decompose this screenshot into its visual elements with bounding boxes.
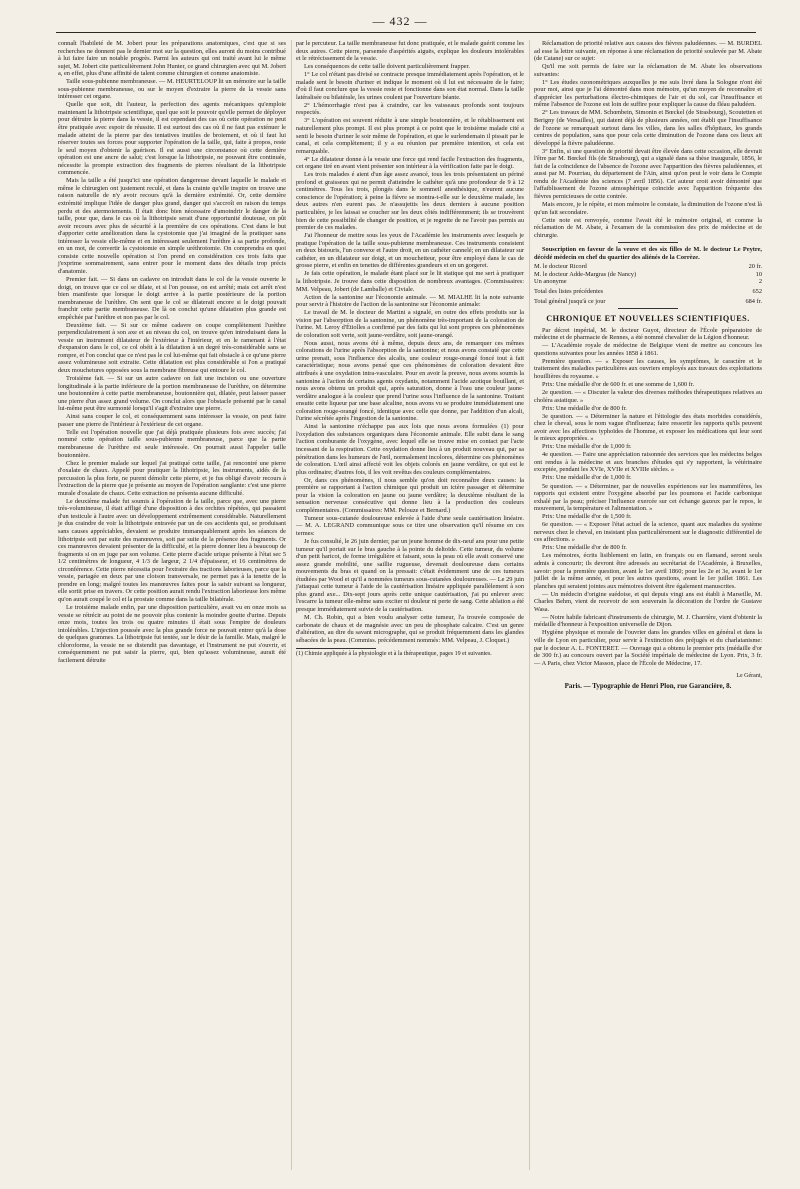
paragraph: Prix: Une médaille d'or de 1,000 fr. bbox=[542, 474, 632, 482]
paragraph: Tumeur sous-cutanée douloureuse enlevée à l'aide d'une seule cautérisation linéaire. — M. A. LEGRAND communique sous ce titre une observation qu'il résume en ces termes: bbox=[296, 514, 524, 537]
paragraph: Troisième fait. — Si sur un autre cadavre on fait une incision ou une ouverture longitudinale à la partie inférieure de la portion membraneuse de l'urèthre, on détermine une boutonnière à cette partie membraneuse, boutonnière qui, dilatée, peut laisser passer une pierre d'un assez grand volume. On conclut alors que l'obstacle présenté par le canal lui-même peut être surmonté lorsqu'il s'agit d'extraire une pierre. bbox=[58, 375, 286, 413]
paragraph: — Un médecin d'origine suédoise, et qui depuis vingt ans est établi à Marseille, M. Charles Behm, vient de recevoir de son souverain la décoration de l'ordre de Gustave Wasa. bbox=[534, 590, 762, 613]
paragraph: Le travail de M. le docteur de Martini a signalé, en outre des effets produits sur la vision par l'absorption de la santonine, un phénomène très-important de la coloration de l'urine. M. Leroy d'Étiolles a confirmé par des faits qui lui sont propres ces phénomènes de coloration soit verte, soit jaune-verdâtre, soit jaune-orangé. bbox=[296, 309, 524, 339]
subscription-previous-total bbox=[534, 288, 762, 296]
paragraph: Or, dans ces phénomènes, il nous semble qu'on doit reconnaître deux causes: la première se rapportant à l'action chimique qui produit un ictère passager et détermine pour la vision la coloration en jaune ou jaune verdâtre; la deuxième résultant de la sensation nerveuse consécutive qui donne lieu à la production des couleurs complémentaires. (Commissaires: MM. Pelouze et Bernard.) bbox=[296, 476, 524, 514]
paragraph: Prix: Une médaille d'or de 800 fr. bbox=[542, 544, 627, 552]
total-label: Total général jusqu'à ce jour bbox=[534, 297, 606, 305]
paragraph: Je fus consulté, le 26 juin dernier, par un jeune homme de dix-neuf ans pour une petite tumeur qu'il portait sur le bras gauche à la pointe du deltoïde. Cette tumeur, du volume d'un petit haricot, de forme irrégulière et faisant, sous la peau où elle avait conservé une assez grande mobilité, une saillie rugueuse, devenait douloureuse dans certains mouvements du bras et quand on la pressait: c'était évidemment une de ces tumeurs étudiées par Wood et qu'il a nommées tumeurs sous-cutanées douloureuses. — Le 29 juin j'attaquai cette tumeur à l'aide de la cautérisation linéaire appliquée parallèlement à son plus grand axe... Dix-sept jours après cette unique cautérisation, j'ai pu enlever avec l'escarre la tumeur elle-même sans exciter ni douleur ni perte de sang. Cette ablation a été presque immédiatement suivie de la cautérisation. bbox=[296, 538, 524, 613]
paragraph: 3e question. — « Déterminer la nature et l'étiologie des états morbides considérés, chez le cheval, sous le nom vague d'influenza; faire ressortir les rapports qu'ils peuvent avoir avec les affections typhoïdes de l'homme, et exposer les médications qui leur sont le mieux appropriées. » bbox=[534, 412, 762, 443]
footnote-rule bbox=[296, 648, 376, 649]
paragraph: Telle est l'opération nouvelle que j'ai déjà pratiquée plusieurs fois avec succès; j'ai nommé cette opération taille sous-pubienne membraneuse, parce que la partie membraneuse de l'urèthre est seule intéressée. On pourrait aussi l'appeler taille boutonnière. bbox=[58, 428, 286, 459]
paragraph: — L'Académie royale de médecine de Belgique vient de mettre au concours les questions suivantes pour les années 1858 à 1861. bbox=[534, 342, 762, 357]
printer-imprint: Paris. — Typographie de Henri Plon, rue Garancière, 8. bbox=[564, 681, 732, 690]
paragraph: Prix: Une médaille d'or de 600 fr. et une somme de 1,600 fr. bbox=[542, 380, 695, 388]
paragraph: 1° Les études ozonométriques auxquelles je me suis livré dans la Sologne n'ont été pour moi, ainsi que je l'ai démontré dans mon mémoire, qu'un moyen de reconnaître et d'apprécier les perturbations électro-chimiques de l'air et du sol, car l'insuffisance et même l'absence de l'ozone est loin de suffire pour expliquer la cause du fléau paludéen. bbox=[534, 78, 762, 109]
subscription-amount: 10 bbox=[755, 270, 762, 278]
subscription-amount: 2 bbox=[758, 278, 762, 286]
paragraph: Les mémoires, écrits lisiblement en latin, en français ou en flamand, seront seuls admis à concourir; ils devront être adressés au secrétariat de l'Académie, à Bruxelles, savoir: pour la première question, avant le 1er avril 1860; pour les 2e et 3e, avant le 1er juillet de la même année, et pour les autres questions, avant le 1er juillet 1861. Les planches qui seraient jointes aux mémoires doivent être également manuscrites. bbox=[534, 552, 762, 590]
paragraph: Deuxième fait. — Si sur ce même cadavre on coupe complètement l'urèthre perpendiculairement à son axe et au niveau du col, on trouve qu'en introduisant dans la vessie un instrument dilatateur de l'extérieur à l'intérieur, et en le ramenant à l'état d'expansion dans le col, ce col obéit à la dilatation à un degré très-considérable sans se rompre, et l'on conclut que ce n'est pas le col lui-même qui fait obstacle à ce qu'une pierre assez volumineuse soit extraite. Cette dilatation est plus considérable si l'on a pratiqué deux mouchetures opposées sous la membrane fibreuse qui entoure le col. bbox=[58, 321, 286, 375]
subscription-grand-total bbox=[534, 298, 762, 306]
subscriber-name: M. le docteur Adde-Margras (de Nancy) bbox=[534, 270, 637, 278]
paragraph: 4e question. — Faire une appréciation raisonnée des services que les médecins belges ont rendus à la médecine et aux branches d'études qui s'y rapportent, la vétérinaire exceptée, pendant les XVIe, XVIIe et XVIIIe siècles. » bbox=[534, 451, 762, 474]
paragraph: 2° Les travaux de MM. Schœnbein, Simonin et Bœckel (de Strasbourg), Scoutetten et Berigny (de Versailles), qui datent déjà de plusieurs années, ont établi que l'insuffisance de l'ozone se remarquait surtout dans les villes, dans les salles d'hôpitaux, les grands centres de population, sans que pour cela cette diminution de l'ozone dans ces lieux ait développé la fièvre paludéenne. bbox=[534, 109, 762, 147]
paragraph: Hygiène physique et morale de l'ouvrier dans les grandes villes en général et dans la ville de Lyon en particulier, pour servir à l'extinction des préjugés et du charlatanisme: par le docteur A. L. FONTERET. — Ouvrage qui a obtenu le premier prix (médaille d'or de 300 fr.) au concours ouvert par la Société impériale de médecine de Lyon. Prix, 3 fr. — A Paris, chez Victor Masson, place de l'École de Médecine, 17. bbox=[534, 629, 762, 667]
subscriber-name: Un anonyme bbox=[534, 278, 567, 286]
subscription-list bbox=[534, 263, 762, 286]
paragraph: 3° Enfin, si une question de priorité devait être élevée dans cette occasion, elle devrait l'être par M. Bœckel fils (de Strasbourg), qui a signalé dans sa thèse inaugurale, 1856, le fait de la coïncidence de l'absence de l'ozone avec l'apparition des fièvres paludéennes, et aussi par M. Pourriau, du département de l'Ain, ainsi qu'on peut le voir dans le Compte rendu de l'Académie des sciences (7 avril 1856). Cet auteur croit avoir démontré que l'affaiblissement de l'ozone atmosphérique coïncide avec l'apparition fréquente des fièvres pernicieuses de cette contrée. bbox=[534, 147, 762, 200]
paragraph: M. Ch. Robin, qui a bien voulu analyser cette tumeur, l'a trouvée composée de carbonate de chaux et de magnésie avec un peu de phosphate calcaire. C'est un genre d'altération, au dire du savant micrographe, qui se produit fréquemment dans les glandes sébacées de la peau. (Commiss. précédemment nommés: MM. Velpeau, J. Cloquet.) bbox=[296, 614, 524, 644]
column-right bbox=[534, 40, 762, 690]
paragraph: Première question. — « Exposer les causes, les symptômes, le caractère et le traitement des maladies particulières aux ouvriers employés aux travaux des exploitations houillières du royaume. » bbox=[534, 357, 762, 380]
paragraph: Qu'il me soit permis de faire sur la réclamation de M. Abate les observations suivantes: bbox=[534, 63, 762, 78]
paragraph: 3° L'opération est souvent réduite à une simple boutonnière, et le rétablissement est naturellement plus prompt. Il est plus prompt à ce point que le troisième malade cité a senti le besoin d'uriner le soir même de l'opération, et que le surlendemain il pissait par le canal, et cela complètement; il y a eu réunion par première intention, et cela est remarquable. bbox=[296, 117, 524, 155]
paragraph: Ainsi sans couper le col, et conséquemment sans intéresser la vessie, on peut faire passer une pierre de l'intérieur à l'extérieur de cet organe. bbox=[58, 413, 286, 428]
paragraph: Prix: Une médaille d'or de 1,500 fr. bbox=[542, 513, 632, 521]
total-amount: 652 bbox=[752, 287, 762, 295]
paragraph: 5e question. — « Déterminer, par de nouvelles expériences sur les mammifères, les rapports qui existent entre l'oxygène absorbé par les poumons et l'acide carbonique exhalé par la peau; préciser l'influence exercée sur cet échange gazeux par le repos, le mouvement, la température et l'alimentation. » bbox=[534, 482, 762, 513]
paragraph: 1° Le col n'étant pas divisé se contracte presque immédiatement après l'opération, et le malade sent le besoin d'uriner et indique le moment où il lui est nécessaire de le faire; d'où il faut conclure que la vessie reste et fonctionne dans son état normal. Dans la taille latéralisée ou bilatérale, les urines coulent par l'ouverture béante. bbox=[296, 71, 524, 101]
paragraph: 6e question. — « Exposer l'état actuel de la science, quant aux maladies du système nerveux chez le cheval, en insistant plus particulièrement sur le diagnostic différentiel de ces affections. » bbox=[534, 521, 762, 544]
footnote: (1) Chimie appliquée à la physiologie et à la thérapeutique, pages 19 et suivantes. bbox=[296, 651, 492, 658]
paragraph: J'ai l'honneur de mettre sous les yeux de l'Académie les instruments avec lesquels je pratique l'opération de la taille sous-pubienne membraneuse. Ces instruments consistent en deux bistouris, l'un convexe et l'autre droit, en un cathéter cannelé; en un dilatateur sur cathéter, en un dilatateur sur doigt, et un mouchetteur, pour être employé dans le cas de grosse pierre, et enfin en tenettes de différentes grandeurs et en un gorgeret. bbox=[296, 232, 524, 270]
paragraph: Prix: Une médaille d'or de 800 fr. bbox=[542, 404, 627, 412]
subscription-heading: Souscription en faveur de la veuve et des six filles de M. le docteur Le Peytre, décédé médecin en chef du quartier des aliénés de la Corrèze. bbox=[534, 246, 762, 261]
paragraph: Taille sous-pubienne membraneuse. — M. HEURTELOUP lit un mémoire sur la taille sous-pubienne membraneuse, ou sur le moyen d'extraire la pierre de la vessie sans intéresser cet organe. bbox=[58, 78, 286, 101]
paragraph: Réclamation de priorité relative aux causes des fièvres paludéennes. — M. BURDEL ad esse la lettre suivante, en réponse à une réclamation de priorité soulevée par M. Abate (de Catane) sur ce sujet: bbox=[534, 40, 762, 63]
section-title: CHRONIQUE ET NOUVELLES SCIENTIFIQUES. bbox=[546, 314, 750, 324]
divider bbox=[618, 308, 678, 309]
paragraph: Les conséquences de cette taille doivent particulièrement frapper. bbox=[304, 63, 470, 71]
paragraph: Ainsi la santonine n'échappe pas aux lois que nous avons formulées (1) pour l'oxydation des substances organiques dans l'économie animale. Elle subit dans le sang l'action comburante de l'oxygène, avec lequel elle se trouve mise en contact par l'acte incessant de la respiration. Cette oxydation donne lieu à un produit nouveau qui, par sa pénétration dans les humeurs de l'œil, normalement incolores, détermine ces phénomènes de coloration. L'œil ainsi affecté voit les objets colorés en jaune verdâtre, ce qui est le plus ordinaire; d'autres fois, il les voit revêtus des couleurs complémentaires. bbox=[296, 423, 524, 476]
paragraph: Action de la santonine sur l'économie animale. — M. MIALHE lit la note suivante pour servir à l'histoire de l'action de la santonine sur l'économie animale: bbox=[296, 293, 524, 309]
paragraph: 2e question. — « Discuter la valeur des diverses méthodes thérapeutiques relatives au choléra asiatique. » bbox=[534, 388, 762, 404]
paragraph: Le troisième malade enfin, par une disposition particulière, avait vu en onze mois sa vessie se rétrécir au point de ne pouvoir plus contenir la moindre goutte d'urine. Depuis onze mois, toutes les trois ou quatre minutes il était sous l'empire de douleurs intolérables. L'injection poussée avec la plus grande force ne pouvait entrer qu'à la dose de quelques grammes. La lithotripsie fut tentée, sur le désir de la famille. Mais, malgré le chloroforme, la vessie ne se distendit pas davantage, et l'instrument ne put s'ouvrir, et conséquemment ne put saisir la pierre, qui, bien qu'assez volumineuse, aurait été facilement détruite bbox=[58, 603, 286, 664]
divider bbox=[618, 242, 678, 243]
subscription-row bbox=[534, 278, 762, 286]
subscription-row bbox=[534, 263, 762, 271]
subscription-amount: 20 fr. bbox=[748, 263, 762, 271]
subscription-row bbox=[534, 271, 762, 279]
paragraph: Le deuxième malade fut soumis à l'opération de la taille, parce que, avec une pierre très-volumineuse, il était affligé d'une disposition à des orchites répétées, qui passaient d'un testicule à l'autre avec un développement extrêmement considérable. Naturellement je dus craindre de voir la lithotripsie entravée par un de ces accidents qui, se produisant sans causes appréciables, devaient se produire immanquablement après les séances de lithotripsie soit par suite des manœuvres, soit par suite de la présence des fragments. Or ces manœuvres devaient présenter de la difficulté, et la pierre donner lieu à beaucoup de fragments si on en juge par son volume. Cette pierre d'acide urique présente à l'état sec 5 1/2 centimètres de longueur, 4 1/3 de largeur, 2 1/4 d'épaisseur, et 16 centimètres de circonférence. Cette pierre nécessita pour l'extraire des tractions laborieuses, parce que la vessie, partagée en deux par une cloison transversale, ne permet pas à la tenette de la prendre en long; malgré toutes les manœuvres faites pour la saisir suivant sa longueur, elle sortit prise en travers. Or cette position aurait rendu l'extraction laborieuse lors même qu'on aurait coupé le col et la prostate comme dans la taille bilatérale. bbox=[58, 497, 286, 603]
paragraph: Mais la taille a été jusqu'ici une opération dangereuse devant laquelle le malade et même le chirurgien ont justement reculé, et dans la crainte qu'elle inspire on trouve une raison naturelle de n'y avoir recours qu'à la dernière extrémité. Or, cette dernière extrémité implique l'idée de danger plus grand, danger qui s'accroît en raison du temps perdu et des atermoiements. Il était donc bien nécessaire d'amoindrir le danger de la taille, pour que, dans le cas où la lithotripsie serait d'une opportunité douteuse, on pût avoir recours avec plus de sécurité à la première de ces opérations. C'est dans le but d'apporter cette amélioration dans la cystotomie que j'ai imaginé de la pratiquer sans intéresser la vessie elle-même et en intéressant seulement l'urèthre à sa partie profonde, en un mot, de convertir la cystotomie en simple uréthrotomie. On comprendra en quoi consiste cette nouvelle opération si l'on prend en considération ces trois faits que j'exprime sommairement, sans entrer pour le moment dans des détails trop précis d'anatomie. bbox=[58, 177, 286, 275]
header-rule bbox=[56, 32, 756, 33]
page-number: — 432 — bbox=[372, 14, 428, 28]
paragraph: 4° Le dilatateur donne à la vessie une force qui rend facile l'extraction des fragments, cet organe tiré en avant vient présenter son intérieur à la vérification faite par le doigt. bbox=[296, 155, 524, 171]
subscriber-name: M. le docteur Ricord bbox=[534, 263, 587, 271]
signature: Le Gérant, bbox=[736, 673, 762, 680]
column-separator bbox=[529, 40, 530, 1170]
paragraph: par le percuteur. La taille membraneuse fut donc pratiquée, et le malade guérit comme les deux autres. Cette pierre, parsemée d'aspérités aiguës, explique les douleurs intolérables et le rétrécissement de la vessie. bbox=[296, 40, 524, 63]
paragraph: Quelle que soit, dit l'auteur, la perfection des agents mécaniques qu'emploie maintenant la lithotripsie scientifique, quel que soit le pouvoir qu'elle permet de déployer pour détruire la pierre dans la vessie, il est cependant des cas où cette opération ne peut être pratiquée avec espoir de réussite. Il est surtout des cas où il ne faut pas exténuer le malade atteint de la pierre par des tentatives inutiles de broiement, et où il faut lui réserver toutes ses forces pour supporter l'opération de la taille, qui, faite à propos, reste le seul moyen d'obtenir la guérison. Il est aussi une circonstance où cette dernière opération est une ancre de salut; c'est lorsque la lithotripsie, ne pouvant être continuée, nécessite la prompte extraction des fragments de pierres résultant de la lithotripsie commencée. bbox=[58, 101, 286, 177]
paragraph: Par décret impérial, M. le docteur Guyot, directeur de l'École préparatoire de médecine et de pharmacie de Rennes, a été nommé chevalier de la Légion d'honneur. bbox=[534, 326, 762, 342]
paragraph: Premier fait. — Si dans un cadavre on introduit dans le col de la vessie ouverte le doigt, on trouve que ce col se dilate, et si l'on pousse, on est arrêté; mais cet arrêt n'est bien manifeste que lorsque le doigt arrive à la partie postérieure de la portion membraneuse de l'urèthre. On sent que le col se dilaterait encore si le doigt pouvait franchir cette partie membraneuse. De là on conclut qu'une dilatation plus grande est empêchée par l'urèthre et non pas par le col. bbox=[58, 275, 286, 321]
column-middle bbox=[296, 40, 524, 659]
column-left bbox=[58, 40, 286, 665]
paragraph: connaît l'habileté de M. Jobert pour les préparations anatomiques, c'est que si ses recherches ne donnent pas le dernier mot sur la question, elles auront du moins contribué à lui faire faire un notable progrès. Parmi les auteurs qui ont traité avant lui le même sujet, M. Jobert cite particulièrement John Hunter, ce grand chirurgien avec qui M. Jobert a, en effet, plus d'une affinité de talent comme chirurgien et comme anatomiste. bbox=[58, 40, 286, 78]
paragraph: Mais encore, je le répète, et mon mémoire le constate, la diminution de l'ozone n'est là qu'un fait secondaire. bbox=[534, 200, 762, 216]
paragraph: — Notre habile fabricant d'instruments de chirurgie, M. J. Charrière, vient d'obtenir la médaille d'honneur à l'exposition universelle de Dijon. bbox=[534, 613, 762, 629]
total-label: Total des listes précédentes bbox=[534, 287, 604, 295]
paragraph: Cette note est renvoyée, comme l'avait été le mémoire original, et comme la réclamation de M. Abate, à l'examen de la commission des prix de médecine et de chirurgie. bbox=[534, 216, 762, 239]
paragraph: Nous aussi, nous avons été à même, depuis deux ans, de remarquer ces mêmes colorations de l'urine après l'absorption de la santonine; et nous avons constaté que cette urine prenait, sous l'influence des alcalis, une couleur rouge-orangé foncé tout à fait caractéristique; nous avons pensé que ces phénomènes de coloration devaient être attribués à une oxydation intra-vasculaire. Pour en avoir la preuve, nous avons soumis la santonine à l'action de certains agents oxydants, notamment l'acide azotique bouillant, et nous avons obtenu un produit qui, après saturation, donne à l'eau une couleur jaune-verdâtre analogue à la couleur que prend l'urine sous l'influence de la santonine. Traitant ensuite cette liqueur par une base alcaline, nous avons vu se produire immédiatement une coloration rouge-orangé foncé, identique avec celle que donne, par l'addition d'un alcali, l'urine sécrétée après l'ingestion de la santonine. bbox=[296, 339, 524, 423]
paragraph: Les trois malades é aient d'un âge assez avancé, tous les trois présentaient un périné profond et graisseux qui ne permit d'atteindre le cathéter qu'à une profondeur de 9 à 12 centimètres. Tous les trois, plongés dans le sommeil anesthésique, n'eurent aucune conscience de l'opération; à peine la fièvre se montra-t-elle sur le deuxième malade, les deux autres n'en eurent pas. Je n'assujettis les deux derniers à aucune position particulière, je les laissai se coucher sur les deux côtés indifféremment; ils se trouvèrent bien de cette possibilité de changer de position, et je regrette de ne l'avoir pas permis au premier de ces malades. bbox=[296, 171, 524, 232]
total-amount: 684 fr. bbox=[745, 297, 762, 305]
paragraph: Prix: Une médaille d'or de 1,000 fr. bbox=[542, 443, 632, 451]
column-separator bbox=[291, 40, 292, 1170]
paragraph: 2° L'hémorrhagie n'est pas à craindre, car les vaisseaux profonds sont toujours respectés. bbox=[296, 101, 524, 117]
paragraph: Chez le premier malade sur lequel j'ai pratiqué cette taille, j'ai rencontré une pierre d'oxalate de chaux. Appelé pour pratiquer la lithotripsie, les instruments, aidés de la percussion la plus forte, ne purent démolir cette pierre, et je fus obligé d'avoir recours à l'extraction de la pierre que je présente au moyen de l'opération sanglante: c'est une pierre murale d'oxalate de chaux. Cette extraction ne présenta aucune difficulté. bbox=[58, 459, 286, 497]
paragraph: Je fais cette opération, le malade étant placé sur le lit statique qui me sert à pratiquer la lithotripsie. Je trouve dans cette disposition de nombreux avantages. (Commissaires: MM. Velpeau, Jobert (de Lamballe) et Civiale. bbox=[296, 270, 524, 293]
